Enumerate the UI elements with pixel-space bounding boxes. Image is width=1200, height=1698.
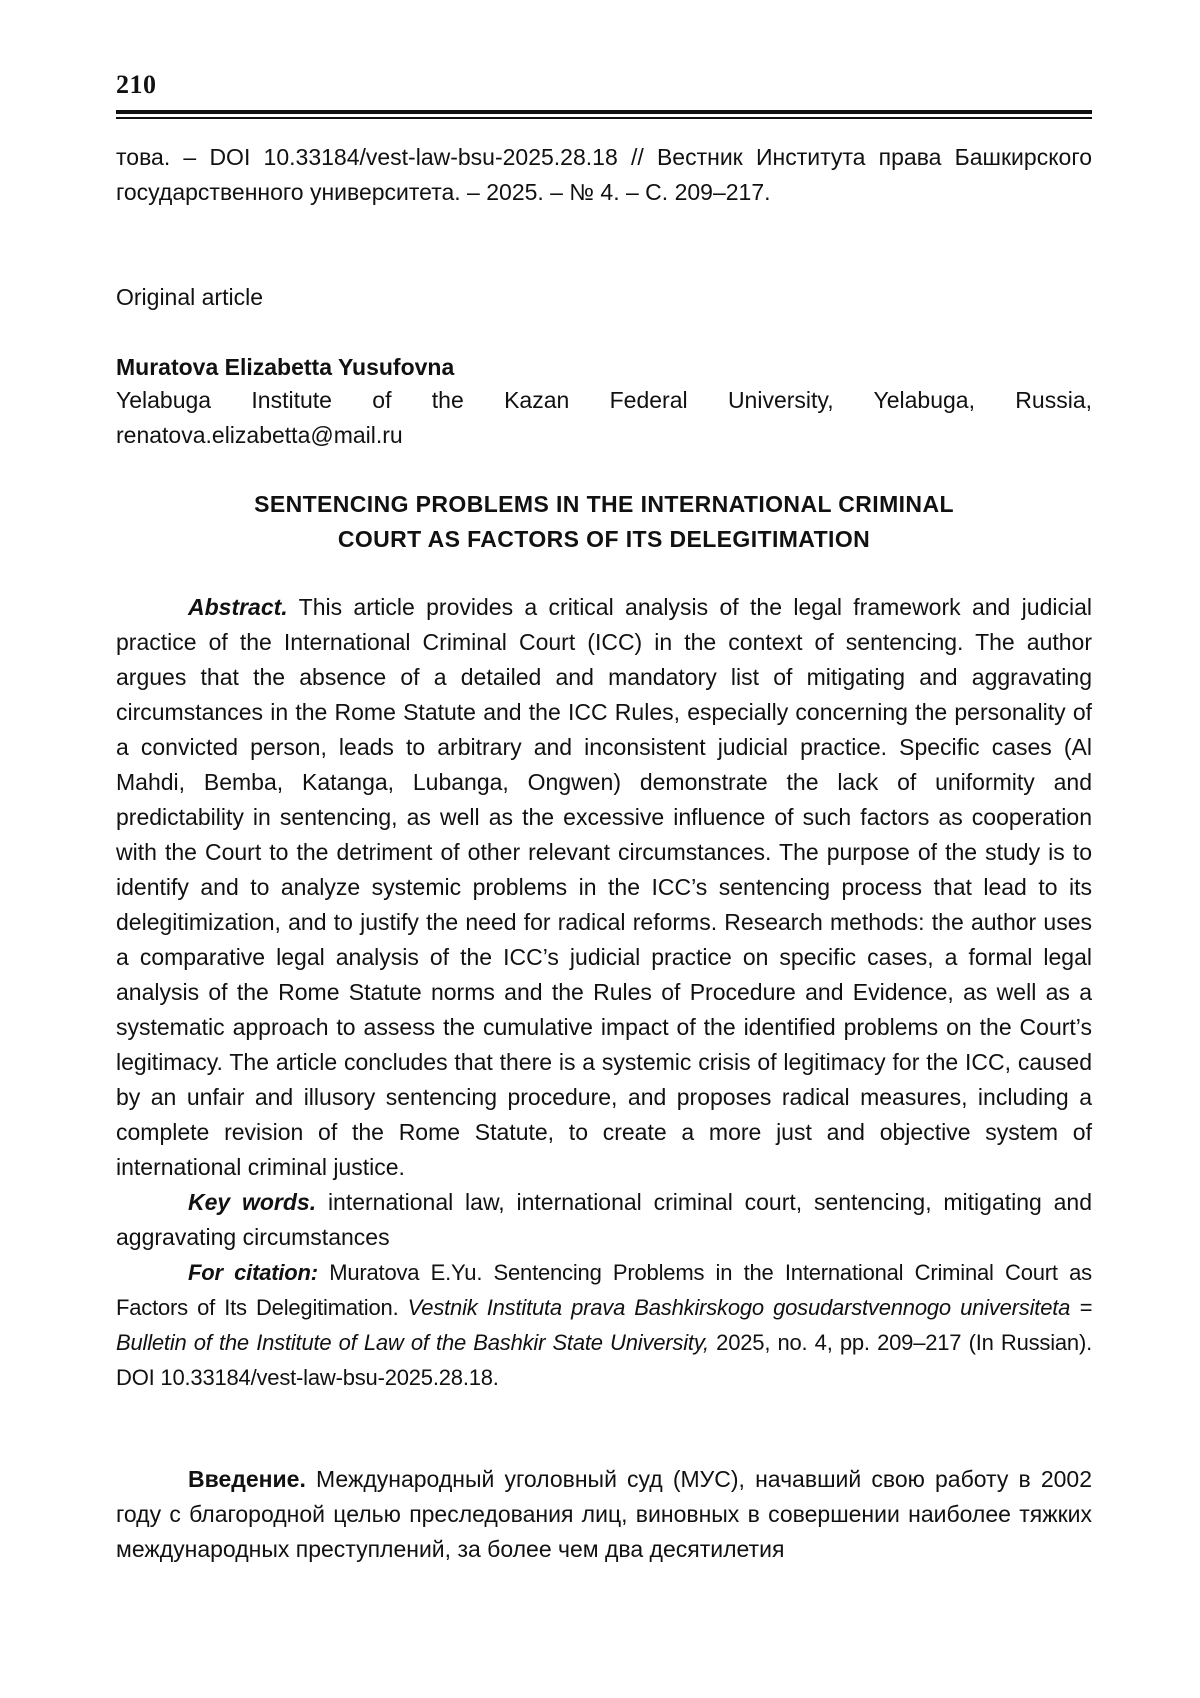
- citation-label: For citation:: [188, 1260, 318, 1285]
- article-title-line-2: COURT AS FACTORS OF ITS DELEGITIMATION: [337, 526, 871, 552]
- article-title: [116, 487, 1092, 557]
- page-number: 210: [116, 70, 157, 99]
- keywords-text: international law, international criminal court, sentencing, mitigating and aggravating circumstances: [116, 1189, 1093, 1250]
- author-name: Muratova Elizabetta Yusufovna: [116, 354, 455, 380]
- introduction-label: Введение.: [188, 1466, 306, 1492]
- citation-paragraph: [116, 1255, 1092, 1395]
- article-title-line-1: SENTENCING PROBLEMS IN THE INTERNATIONAL CRIMINAL: [254, 491, 954, 517]
- header-rule-thin: [116, 117, 1092, 119]
- header-rule-thick: [116, 110, 1092, 114]
- author-affiliation: Yelabuga Institute of the Kazan Federal University, Yelabuga, Russia, renatova.elizabetta@mail.ru: [116, 387, 1092, 448]
- citation-tail: 2025, no. 4, pp. 209–217 (In Russian). DOI 10.33184/vest-law-bsu-2025.28.18.: [116, 1330, 1093, 1390]
- keywords-paragraph: [116, 1185, 1092, 1255]
- introduction-text: Международный уголовный суд (МУС), начавший свою работу в 2002 году с благородной целью преследования лиц, виновных в совершении наиболее тяжких международных преступлений, за более чем два десятилетия: [116, 1466, 1093, 1562]
- abstract-paragraph: [116, 590, 1092, 1185]
- abstract-label: Abstract.: [188, 594, 288, 620]
- abstract-text: This article provides a critical analysis of the legal framework and judicial practice of the International Criminal Court (ICC) in the context of sentencing. The author argues that the absence of a detailed and mandatory list of mitigating and aggravating circumstances in the Rome Statute and the ICC Rules, especially concerning the personality of a convicted person, leads to arbitrary and inconsistent judicial practice. Specific cases (Al Mahdi, Bemba, Katanga, Lubanga, Ongwen) demonstrate the lack of uniformity and predictability in sentencing, as well as the excessive influence of such factors as cooperation with the Court to the detriment of other relevant circumstances. The purpose of the study is to identify and to analyze systemic problems in the ICC’s sentencing process that lead to its delegitimization, and to justify the need for radical reforms. Research methods: the author uses a comparative legal analysis of the ICC’s judicial practice on specific cases, a formal legal analysis of the Rome Statute norms and the Rules of Procedure and Evidence, as well as a systematic approach to assess the cumulative impact of the identified problems on the Court’s legitimacy. The article concludes that there is a systemic crisis of legitimacy for the ICC, caused by an unfair and illusory sentencing procedure, and proposes radical measures, including a complete revision of the Rome Statute, to create a more just and objective system of international criminal justice.: [116, 594, 1092, 1180]
- introduction-section: [116, 1462, 1092, 1567]
- citation-journal: Vestnik Instituta prava Bashkirskogo gosudarstvennogo universiteta = Bulletin of the Institute of Law of the Bashkir State University,: [116, 1295, 1092, 1355]
- top-citation-continuation: това. – DOI 10.33184/vest-law-bsu-2025.28.18 // Вестник Института права Башкирского государственного университета. – 2025. – № 4. – С. 209–217.: [116, 144, 1092, 205]
- article-type: Original article: [116, 284, 263, 310]
- citation-plain: Muratova E.Yu. Sentencing Problems in the International Criminal Court as Factors of Its Delegitimation.: [116, 1260, 1092, 1320]
- introduction-paragraph: [116, 1462, 1092, 1567]
- keywords-label: Key words.: [188, 1189, 317, 1215]
- abstract-section: [116, 590, 1092, 1395]
